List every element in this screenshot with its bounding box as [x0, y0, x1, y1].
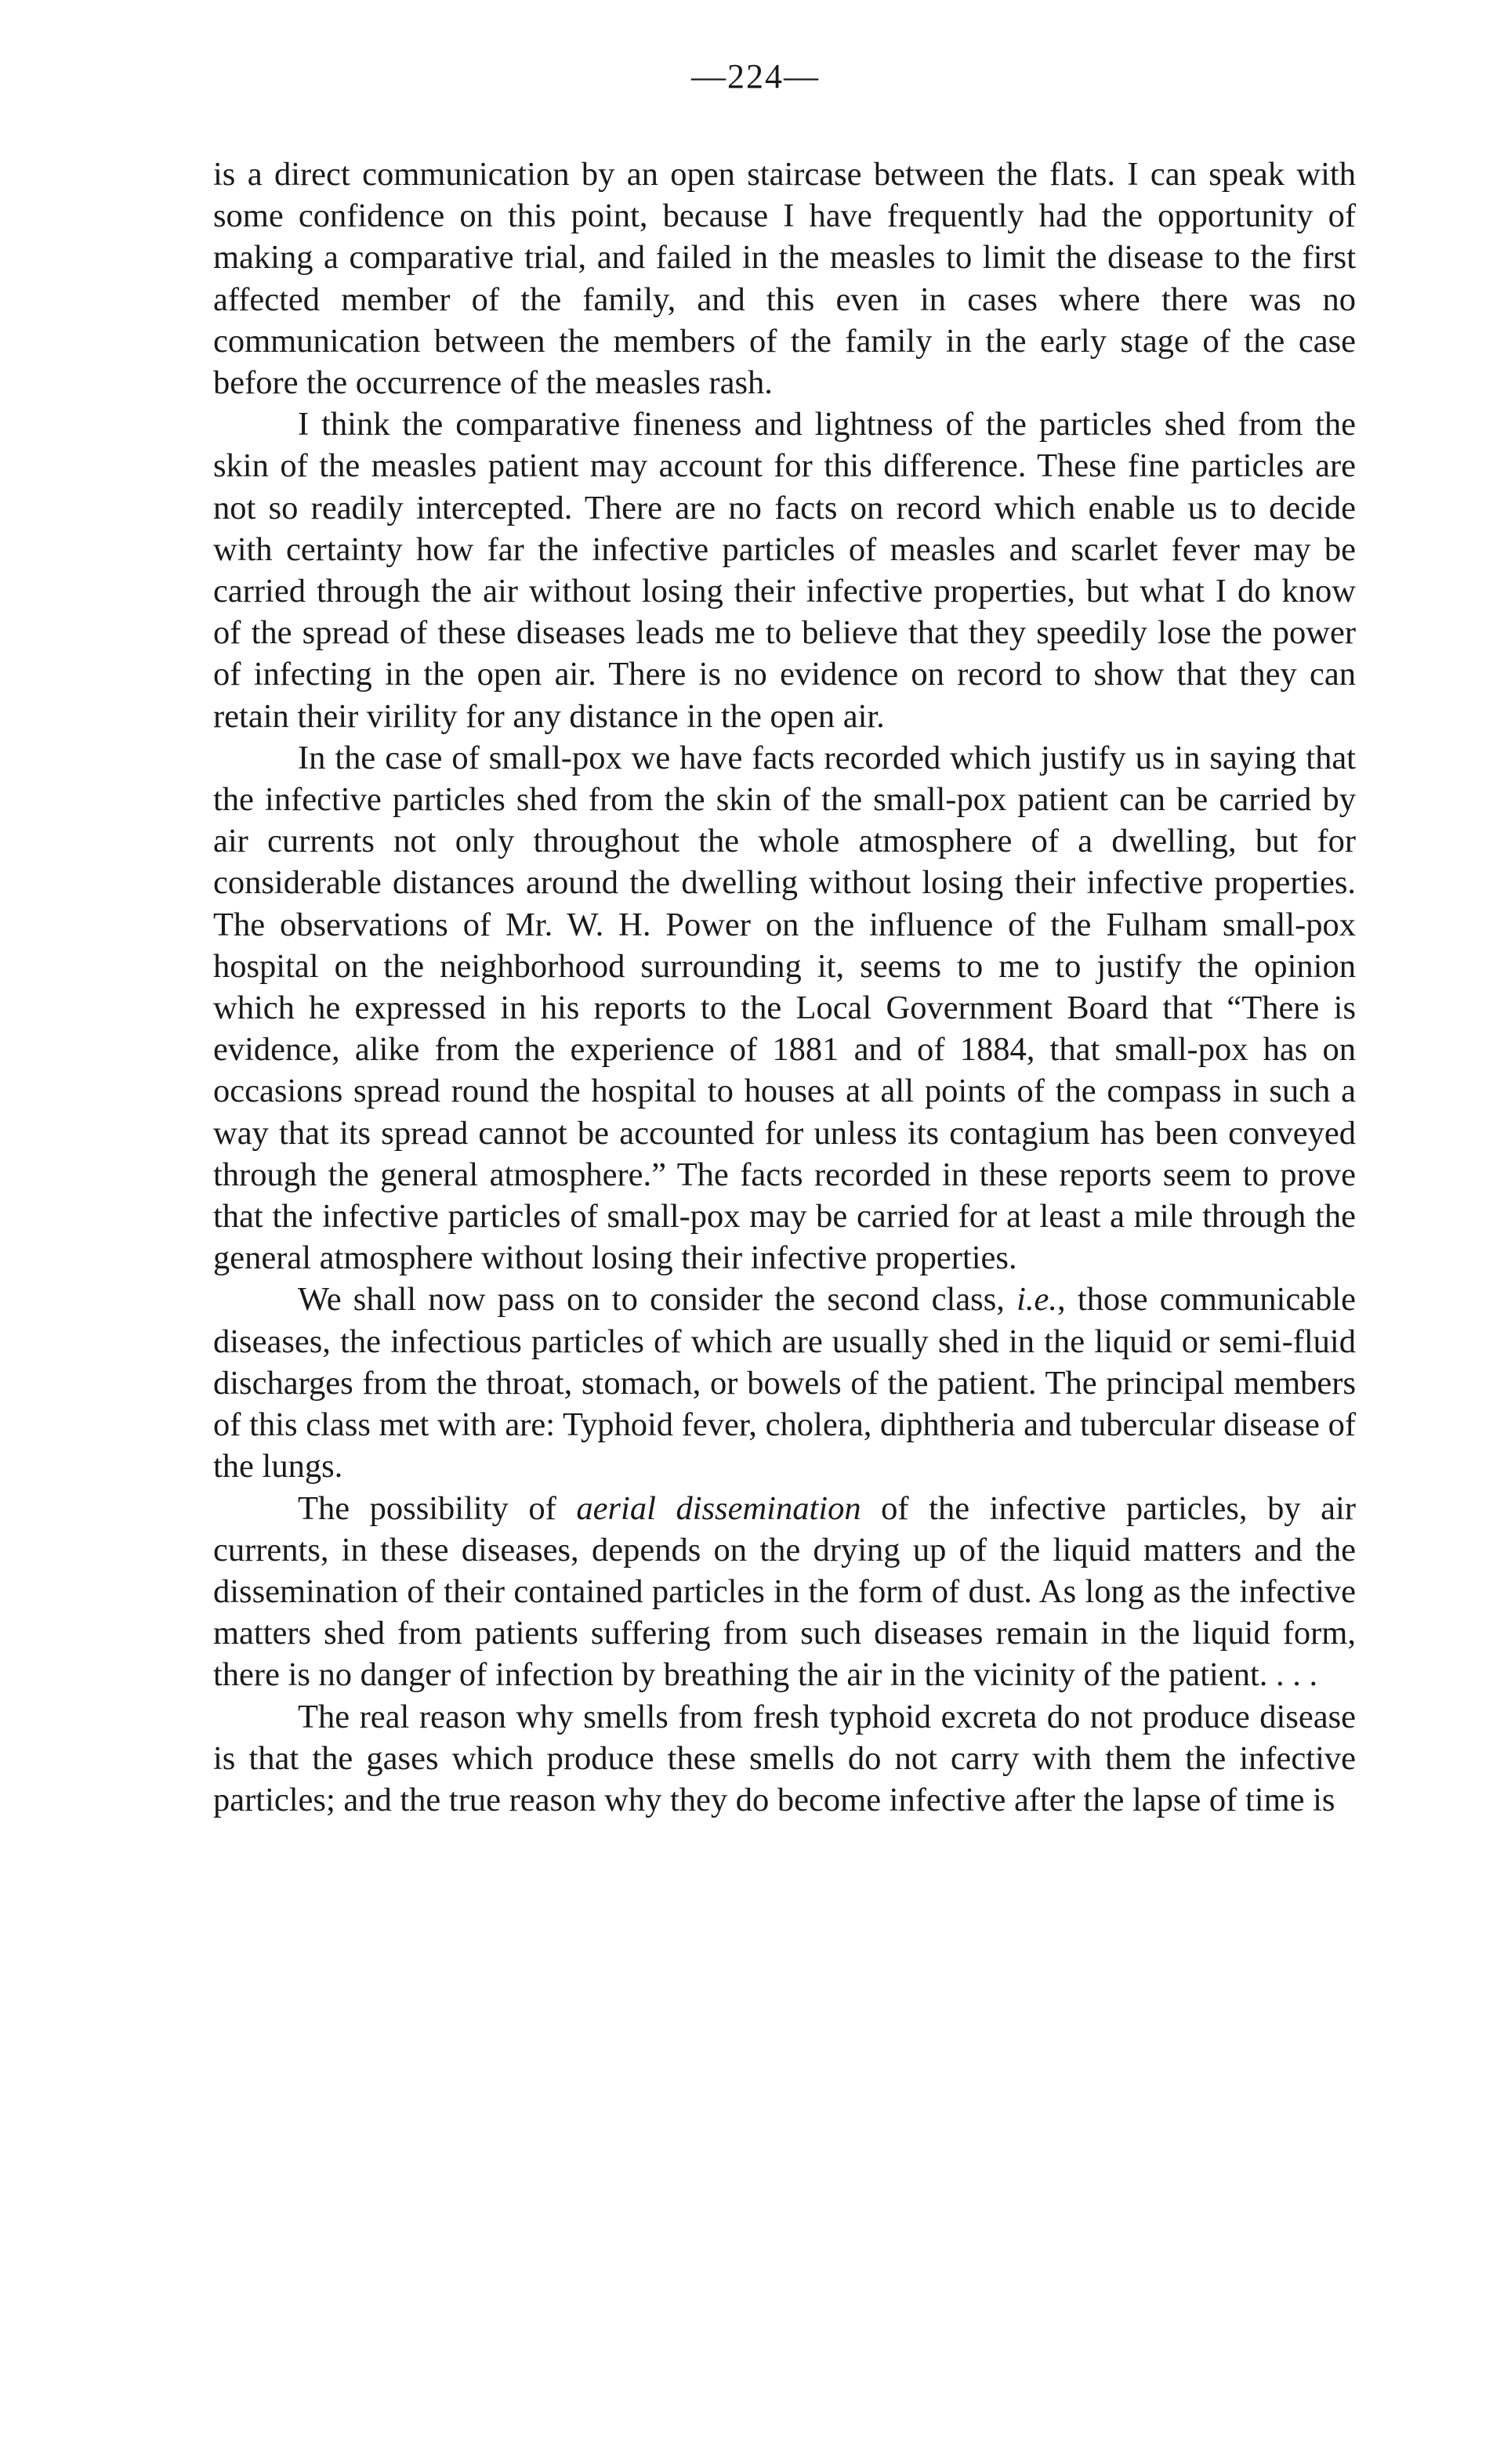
italic-text: aerial dissemination: [576, 1489, 861, 1527]
body-text: [213, 154, 1356, 1821]
paragraph: [213, 1488, 1356, 1696]
text-segment: The real reason why smells from fresh typhoid excreta do not produce disease is that the gases which produce these smells do not carry with them the infective particles; and the true reason why they do become infective after the lapse of time is: [213, 1698, 1356, 1818]
text-segment: We shall now pass on to consider the second class,: [298, 1281, 1017, 1319]
paragraph: [213, 154, 1356, 403]
text-segment: The possibility of: [298, 1489, 577, 1527]
paragraph: [213, 1696, 1356, 1822]
text-segment: In the case of small-pox we have facts recorded which justify us in saying that the infective particles shed from the skin of the small-pox patient can be carried by air currents not only throughout the whole atmosphere of a dwelling, but for considerable distances around the dwelling without losing their infective properties. The observations of Mr. W. H. Power on the influence of the Fulham small-pox hospital on the neighborhood surrounding it, seems to me to justify the opinion which he expressed in his reports to the Local Government Board that “There is evidence, alike from the experience of 1881 and of 1884, that small-pox has on occasions spread round the hospital to houses at all points of the compass in such a way that its spread cannot be accounted for unless its contagium has been conveyed through the general atmosphere.” The facts recorded in these reports seem to prove that the infective particles of small-pox may be carried for at least a mile through the general atmosphere without losing their infective properties.: [213, 739, 1356, 1277]
text-segment: of the infective particles, by air currents, in these diseases, depends on the drying up of the liquid matters and the dissemination of their contained particles in the form of dust. As long as the infective matters shed from patients suffering from such diseases remain in the liquid form, there is no danger of infection by breathing the air in the vicinity of the patient. . . .: [213, 1489, 1356, 1694]
paragraph: [213, 737, 1356, 1279]
text-segment: is a direct communication by an open staircase between the flats. I can speak with some confidence on this point, because I have frequently had the opportunity of making a comparative trial, and failed in the measles to limit the disease to the first affected member of the family, and this even in cases where there was no communication between the members of the family in the early stage of the case before the occurrence of the measles rash.: [213, 156, 1356, 402]
paragraph: [213, 403, 1356, 737]
italic-text: i.e.: [1016, 1281, 1058, 1319]
paragraph: [213, 1279, 1356, 1487]
text-segment: , those communicable diseases, the infectious particles of which are usually shed in the liquid or semi-fluid discharges from the throat, stomach, or bowels of the patient. The principal members of this class met with are: Typhoid fever, cholera, diphtheria and tubercular disease of the lungs.: [213, 1281, 1356, 1485]
page-number: —224—: [691, 57, 820, 96]
text-segment: I think the comparative fineness and lightness of the particles shed from the skin of the measles patient may account for this difference. These fine particles are not so readily intercepted. There are no facts on record which enable us to decide with certainty how far the infective particles of measles and scarlet fever may be carried through the air without losing their infective properties, but what I do know of the spread of these diseases leads me to believe that they speedily lose the power of infecting in the open air. There is no evidence on record to show that they can retain their virility for any distance in the open air.: [213, 406, 1356, 735]
